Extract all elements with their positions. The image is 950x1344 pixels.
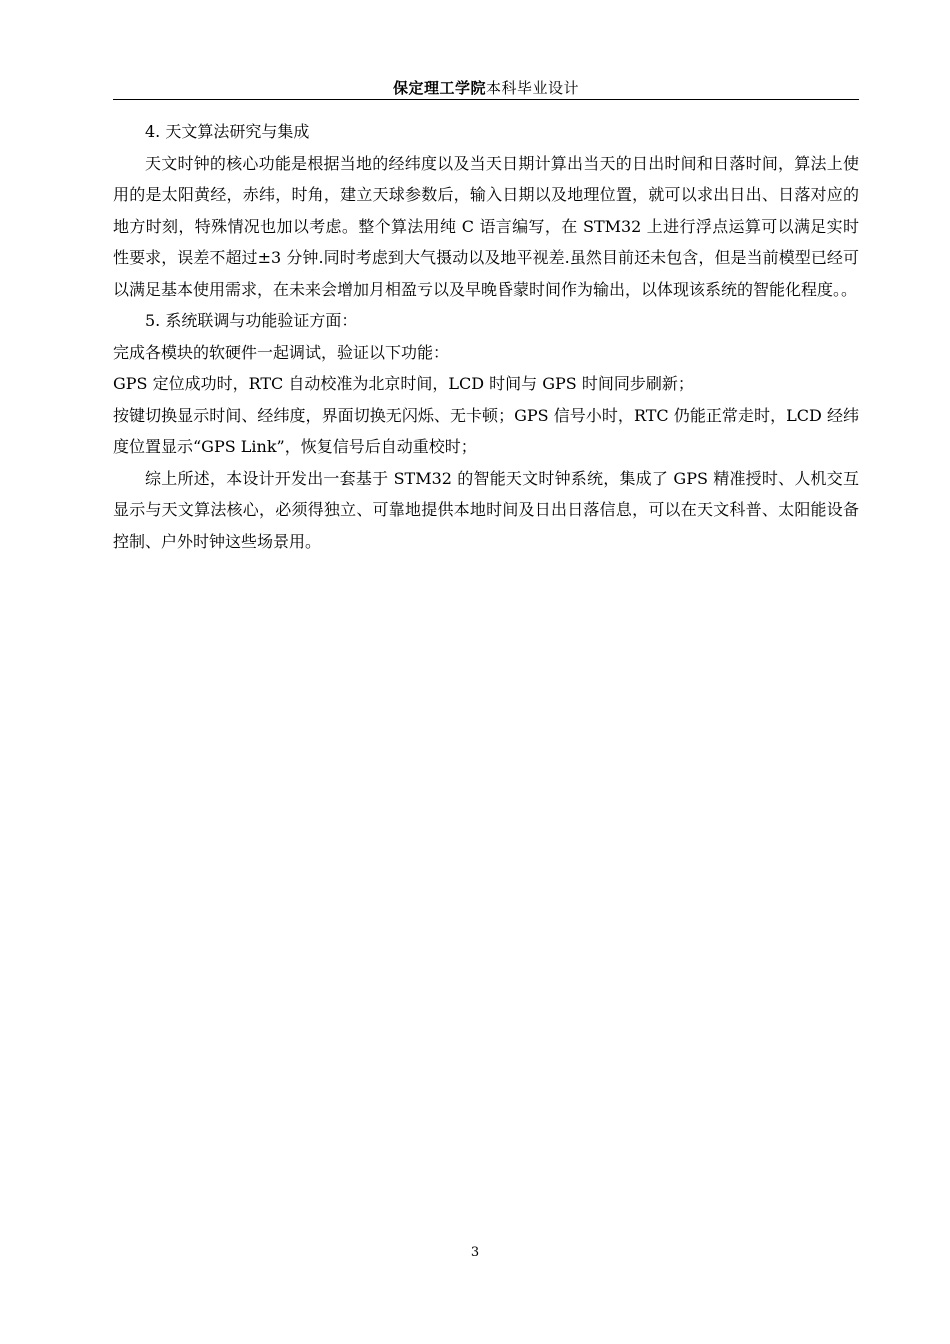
header-divider bbox=[113, 99, 859, 100]
header-school-name: 保定理工学院 bbox=[392, 79, 486, 97]
page-number: 3 bbox=[470, 1245, 480, 1260]
paragraph-summary: 综上所述，本设计开发出一套基于 STM32 的智能天文时钟系统，集成了 GPS 精准授时、人机交互显示与天文算法核心，必须得独立、可靠地提供本地时间及日出日落信息，可以在天文科普、太阳能设备控制、户外时钟这些场景用。 bbox=[113, 468, 859, 551]
paragraph-key-switching: 按键切换显示时间、经纬度，界面切换无闪烁、无卡顿；GPS 信号小时，RTC 仍能正常走时，LCD 经纬度位置显示“GPS Link”，恢复信号后自动重校时； bbox=[113, 405, 859, 456]
section-heading-system-integration: 5. 系统联调与功能验证方面： bbox=[145, 311, 358, 330]
paragraph-debug-intro: 完成各模块的软硬件一起调试，验证以下功能： bbox=[113, 342, 450, 362]
paragraph-algorithm-description: 天文时钟的核心功能是根据当地的经纬度以及当天日期计算出当天的日出时间和日落时间，算法上使用的是太阳黄经，赤纬，时角，建立天球参数后，输入日期以及地理位置，就可以求出日出、日落对应的地方时刻，特殊情况也加以考虑。整个算法用纯 C 语言编写，在 STM32 上进行浮点运算可以满足实时性要求，误差不超过±3 分钟.同时考虑到大气摄动以及地平视差.虽然目前还未包含，但是当前模型已经可以满足基本使用需求，在未来会增加月相盈亏以及早晚昏蒙时间作为输出，以体现该系统的智能化程度。。 bbox=[113, 153, 859, 299]
section-heading-astronomy-algorithm: 4. 天文算法研究与集成 bbox=[145, 122, 310, 141]
body-text bbox=[113, 116, 859, 557]
paragraph-gps-rtc-sync: GPS 定位成功时，RTC 自动校准为北京时间，LCD 时间与 GPS 时间同步刷新； bbox=[113, 374, 694, 393]
page-header bbox=[113, 78, 859, 100]
header-document-type: 本科毕业设计 bbox=[486, 79, 580, 97]
